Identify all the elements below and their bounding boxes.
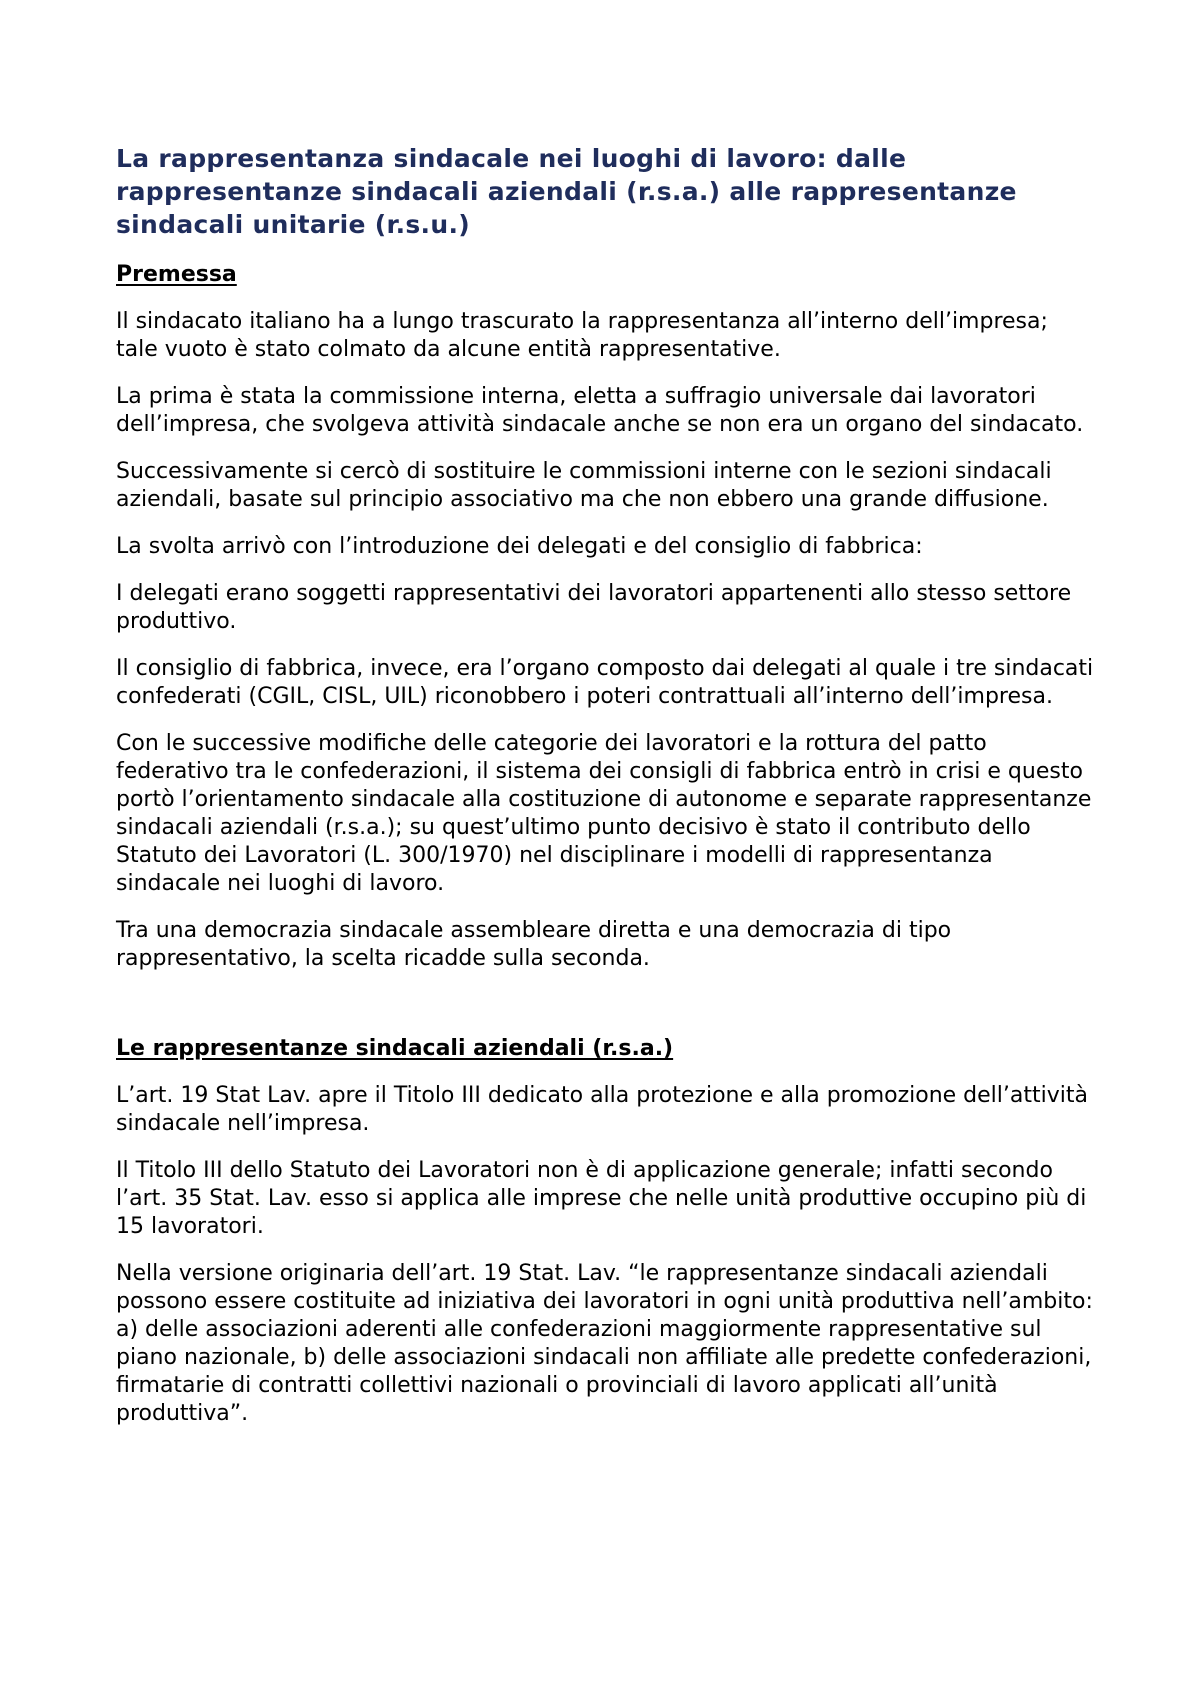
paragraph: Il consiglio di fabbrica, invece, era l’organo composto dai delegati al quale i tre sindacati confederati (CGIL, CISL, UIL) riconobbero i poteri contrattuali all’interno dell’impresa. [116,656,1094,709]
paragraph: Successivamente si cercò di sostituire le commissioni interne con le sezioni sindacali aziendali, basate sul principio associativo ma che non ebbero una grande diffusione. [116,459,1052,512]
paragraph: L’art. 19 Stat Lav. apre il Titolo III dedicato alla protezione e alla promozione dell’attività sindacale nell’impresa. [116,1083,1088,1136]
section-heading-premessa: Premessa [116,262,237,287]
paragraph: La prima è stata la commissione interna, eletta a suffragio universale dai lavoratori dell’impresa, che svolgeva attività sindacale anche se non era un organo del sindacato. [116,384,1084,437]
document-page [116,142,1096,1447]
paragraph: La svolta arrivò con l’introduzione dei delegati e del consiglio di fabbrica: [116,534,923,559]
paragraph: Tra una democrazia sindacale assembleare diretta e una democrazia di tipo rappresentativo, la scelta ricadde sulla seconda. [116,918,952,971]
paragraph: Nella versione originaria dell’art. 19 Stat. Lav. “le rappresentanze sindacali aziendali possono essere costituite ad iniziativa dei lavoratori in ogni unità produttiva nell’ambito: a) delle associazioni aderenti alle confederazioni maggiormente rappresentative sul piano nazionale, b) delle associazioni sindacali non affiliate alle predette confederazioni, firmatarie di contratti collettivi nazionali o provinciali di lavoro applicati all’unità produttiva”. [116,1261,1093,1426]
section-heading-rsa: Le rappresentanze sindacali aziendali (r.s.a.) [116,1036,674,1061]
document-title: La rappresentanza sindacale nei luoghi di lavoro: dalle rappresentanze sindacali aziendali (r.s.a.) alle rappresentanze sindacali unitarie (r.s.u.) [116,144,1017,239]
paragraph: I delegati erano soggetti rappresentativi dei lavoratori appartenenti allo stesso settore produttivo. [116,581,1072,634]
paragraph: Il sindacato italiano ha a lungo trascurato la rappresentanza all’interno dell’impresa; tale vuoto è stato colmato da alcune entità rappresentative. [116,309,1048,362]
paragraph: Il Titolo III dello Statuto dei Lavoratori non è di applicazione generale; infatti secondo l’art. 35 Stat. Lav. esso si applica alle imprese che nelle unità produttive occupino più di 15 lavoratori. [116,1158,1087,1239]
paragraph: Con le successive modifiche delle categorie dei lavoratori e la rottura del patto federativo tra le confederazioni, il sistema dei consigli di fabbrica entrò in crisi e questo portò l’orientamento sindacale alla costituzione di autonome e separate rappresentanze sindacali aziendali (r.s.a.); su quest’ultimo punto decisivo è stato il contributo dello Statuto dei Lavoratori (L. 300/1970) nel disciplinare i modelli di rappresentanza sindacale nei luoghi di lavoro. [116,731,1092,896]
